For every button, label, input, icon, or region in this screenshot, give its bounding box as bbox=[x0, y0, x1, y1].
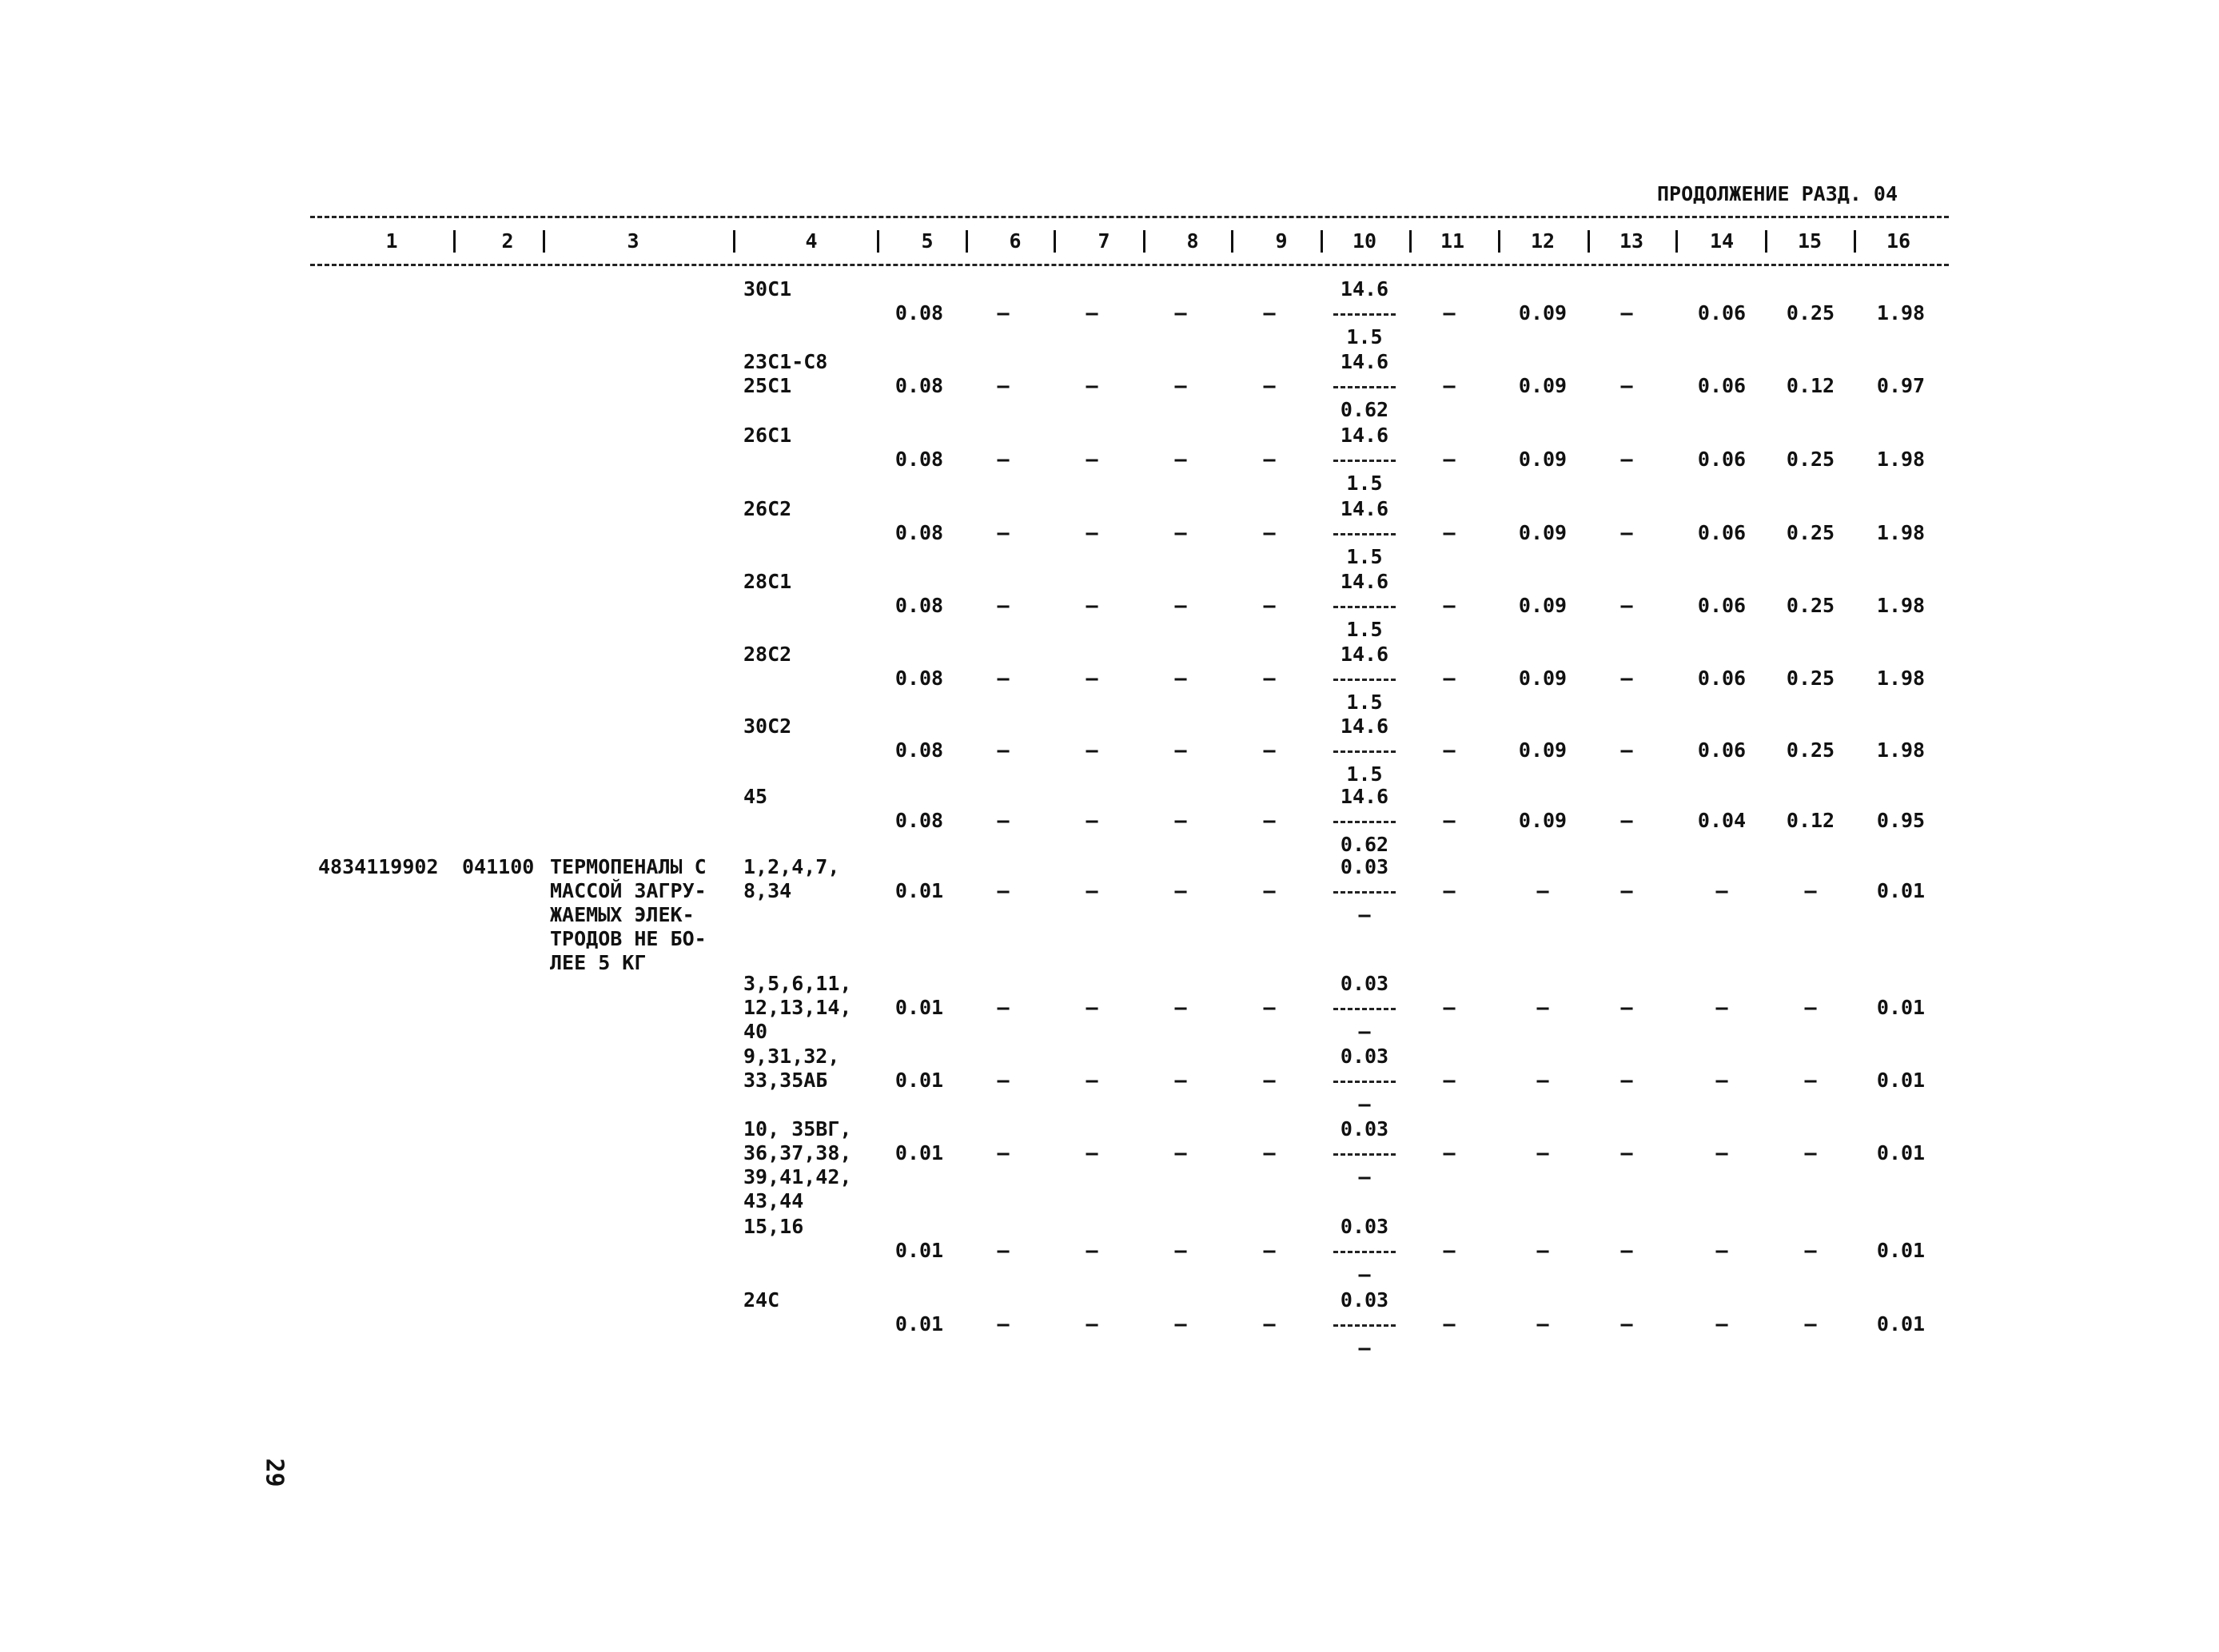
cell-c5: 0.01 bbox=[894, 1141, 944, 1164]
cell-c8: – bbox=[1174, 809, 1187, 832]
cell-c5: 0.08 bbox=[894, 738, 944, 762]
cell-c8: – bbox=[1174, 996, 1187, 1019]
cell-c12: – bbox=[1536, 1312, 1549, 1336]
cell-c16: 0.01 bbox=[1876, 879, 1926, 902]
column-separator bbox=[543, 230, 545, 253]
cell-c12: – bbox=[1536, 1141, 1549, 1164]
col-header-3: 3 bbox=[627, 229, 639, 253]
cell-c6: – bbox=[997, 1141, 1010, 1164]
cell-c7: – bbox=[1086, 448, 1098, 471]
group-code-2: 041100 bbox=[462, 855, 535, 878]
cell-c6: – bbox=[997, 1069, 1010, 1092]
fraction-denominator: – bbox=[1358, 1336, 1371, 1359]
cell-c14: – bbox=[1715, 1239, 1728, 1262]
fraction-numerator: 14.6 bbox=[1340, 715, 1389, 738]
cell-c12: 0.09 bbox=[1518, 301, 1568, 324]
cell-c15: 0.25 bbox=[1786, 521, 1835, 544]
cell-c13: – bbox=[1620, 1239, 1633, 1262]
fraction-numerator: 0.03 bbox=[1340, 1288, 1389, 1312]
cell-c9: – bbox=[1263, 738, 1276, 762]
cell-c9: – bbox=[1263, 374, 1276, 397]
cell-c6: – bbox=[997, 1312, 1010, 1336]
cell-c13: – bbox=[1620, 1312, 1633, 1336]
column-separator bbox=[1054, 230, 1056, 253]
cell-c8: – bbox=[1174, 521, 1187, 544]
cell-c14: 0.06 bbox=[1697, 301, 1747, 324]
column-separator bbox=[1765, 230, 1767, 253]
cell-c13: – bbox=[1620, 738, 1633, 762]
col-header-12: 12 bbox=[1530, 229, 1556, 253]
cell-c14: – bbox=[1715, 1069, 1728, 1092]
cell-c12: – bbox=[1536, 1239, 1549, 1262]
fraction-denominator: 1.5 bbox=[1346, 545, 1383, 568]
cell-c5: 0.01 bbox=[894, 1312, 944, 1336]
cell-c11: – bbox=[1443, 1312, 1456, 1336]
continuation-label: ПРОДОЛЖЕНИЕ РАЗД. 04 bbox=[1657, 182, 1898, 205]
cell-c8: – bbox=[1174, 448, 1187, 471]
fraction-bar bbox=[1333, 301, 1396, 325]
fraction-bar bbox=[1333, 996, 1396, 1020]
cell-c14: 0.04 bbox=[1697, 809, 1747, 832]
row-designation: 33,35АБ bbox=[743, 1069, 828, 1092]
cell-c16: 0.01 bbox=[1876, 1312, 1926, 1336]
group-name-line: ЖАЕМЫХ ЭЛЕК- bbox=[550, 903, 695, 926]
fraction-denominator: – bbox=[1358, 1263, 1371, 1286]
cell-c9: – bbox=[1263, 1069, 1276, 1092]
cell-c14: – bbox=[1715, 1141, 1728, 1164]
column-separator bbox=[1231, 230, 1233, 253]
cell-c13: – bbox=[1620, 809, 1633, 832]
fraction-numerator: 0.03 bbox=[1340, 972, 1389, 995]
cell-c5: 0.01 bbox=[894, 879, 944, 902]
row-designation: 24С bbox=[743, 1288, 780, 1312]
cell-c5: 0.01 bbox=[894, 1069, 944, 1092]
cell-c6: – bbox=[997, 738, 1010, 762]
cell-c14: 0.06 bbox=[1697, 374, 1747, 397]
fraction-bar bbox=[1333, 1069, 1396, 1093]
fraction-denominator: 1.5 bbox=[1346, 691, 1383, 714]
cell-c15: 0.12 bbox=[1786, 374, 1835, 397]
cell-c14: 0.06 bbox=[1697, 521, 1747, 544]
column-separator bbox=[733, 230, 735, 253]
fraction-bar bbox=[1333, 667, 1396, 691]
column-separator bbox=[1854, 230, 1856, 253]
fraction-denominator: 1.5 bbox=[1346, 472, 1383, 495]
cell-c6: – bbox=[997, 448, 1010, 471]
cell-c6: – bbox=[997, 667, 1010, 690]
cell-c16: 0.01 bbox=[1876, 996, 1926, 1019]
cell-c13: – bbox=[1620, 374, 1633, 397]
group-name-line: ТРОДОВ НЕ БО- bbox=[550, 927, 707, 950]
cell-c7: – bbox=[1086, 738, 1098, 762]
row-designation: 40 bbox=[743, 1020, 768, 1043]
cell-c7: – bbox=[1086, 301, 1098, 324]
cell-c11: – bbox=[1443, 809, 1456, 832]
cell-c8: – bbox=[1174, 1069, 1187, 1092]
fraction-denominator: 0.62 bbox=[1340, 833, 1389, 856]
col-header-15: 15 bbox=[1797, 229, 1823, 253]
cell-c14: 0.06 bbox=[1697, 738, 1747, 762]
cell-c15: 0.25 bbox=[1786, 448, 1835, 471]
cell-c12: 0.09 bbox=[1518, 448, 1568, 471]
fraction-denominator: 1.5 bbox=[1346, 762, 1383, 786]
cell-c9: – bbox=[1263, 594, 1276, 617]
cell-c5: 0.08 bbox=[894, 809, 944, 832]
fraction-numerator: 14.6 bbox=[1340, 785, 1389, 808]
row-designation: 39,41,42, bbox=[743, 1165, 852, 1188]
header-top-rule bbox=[310, 216, 1949, 218]
col-header-4: 4 bbox=[805, 229, 818, 253]
cell-c14: 0.06 bbox=[1697, 667, 1747, 690]
cell-c12: – bbox=[1536, 879, 1549, 902]
fraction-bar bbox=[1333, 1141, 1396, 1165]
cell-c12: 0.09 bbox=[1518, 374, 1568, 397]
fraction-numerator: 14.6 bbox=[1340, 277, 1389, 301]
group-code-1: 4834119902 bbox=[318, 855, 439, 878]
row-designation: 45 bbox=[743, 785, 768, 808]
col-header-6: 6 bbox=[1009, 229, 1022, 253]
column-separator bbox=[1321, 230, 1323, 253]
cell-c6: – bbox=[997, 594, 1010, 617]
cell-c9: – bbox=[1263, 809, 1276, 832]
row-designation: 23С1-С8 bbox=[743, 350, 828, 373]
cell-c9: – bbox=[1263, 521, 1276, 544]
column-separator bbox=[877, 230, 879, 253]
cell-c11: – bbox=[1443, 667, 1456, 690]
col-header-1: 1 bbox=[385, 229, 398, 253]
fraction-bar bbox=[1333, 1239, 1396, 1263]
fraction-denominator: – bbox=[1358, 1093, 1371, 1116]
cell-c6: – bbox=[997, 1239, 1010, 1262]
cell-c15: – bbox=[1804, 1312, 1817, 1336]
cell-c12: 0.09 bbox=[1518, 738, 1568, 762]
fraction-numerator: 14.6 bbox=[1340, 570, 1389, 593]
cell-c13: – bbox=[1620, 448, 1633, 471]
cell-c7: – bbox=[1086, 809, 1098, 832]
cell-c14: – bbox=[1715, 996, 1728, 1019]
cell-c16: 1.98 bbox=[1876, 301, 1926, 324]
cell-c9: – bbox=[1263, 1141, 1276, 1164]
cell-c16: 0.01 bbox=[1876, 1069, 1926, 1092]
cell-c5: 0.08 bbox=[894, 374, 944, 397]
cell-c11: – bbox=[1443, 738, 1456, 762]
row-designation: 26С2 bbox=[743, 497, 792, 520]
row-designation: 36,37,38, bbox=[743, 1141, 852, 1164]
fraction-denominator: – bbox=[1358, 1165, 1371, 1188]
column-separator bbox=[1143, 230, 1145, 253]
header-bottom-rule bbox=[310, 264, 1949, 266]
col-header-13: 13 bbox=[1619, 229, 1644, 253]
cell-c16: 1.98 bbox=[1876, 521, 1926, 544]
cell-c7: – bbox=[1086, 667, 1098, 690]
row-designation: 30С2 bbox=[743, 715, 792, 738]
cell-c5: 0.08 bbox=[894, 521, 944, 544]
cell-c16: 1.98 bbox=[1876, 667, 1926, 690]
row-designation: 30С1 bbox=[743, 277, 792, 301]
cell-c5: 0.08 bbox=[894, 594, 944, 617]
cell-c6: – bbox=[997, 809, 1010, 832]
fraction-denominator: – bbox=[1358, 1020, 1371, 1043]
fraction-numerator: 14.6 bbox=[1340, 643, 1389, 666]
cell-c8: – bbox=[1174, 1141, 1187, 1164]
cell-c8: – bbox=[1174, 667, 1187, 690]
row-designation: 3,5,6,11, bbox=[743, 972, 852, 995]
cell-c16: 0.95 bbox=[1876, 809, 1926, 832]
col-header-16: 16 bbox=[1886, 229, 1911, 253]
cell-c9: – bbox=[1263, 301, 1276, 324]
fraction-numerator: 14.6 bbox=[1340, 350, 1389, 373]
fraction-bar bbox=[1333, 738, 1396, 762]
cell-c5: 0.08 bbox=[894, 301, 944, 324]
cell-c11: – bbox=[1443, 448, 1456, 471]
cell-c16: 0.01 bbox=[1876, 1239, 1926, 1262]
cell-c5: 0.08 bbox=[894, 448, 944, 471]
cell-c15: 0.12 bbox=[1786, 809, 1835, 832]
cell-c9: – bbox=[1263, 448, 1276, 471]
cell-c7: – bbox=[1086, 879, 1098, 902]
cell-c14: – bbox=[1715, 879, 1728, 902]
cell-c14: 0.06 bbox=[1697, 594, 1747, 617]
cell-c6: – bbox=[997, 301, 1010, 324]
fraction-numerator: 0.03 bbox=[1340, 855, 1389, 878]
cell-c13: – bbox=[1620, 1141, 1633, 1164]
cell-c7: – bbox=[1086, 1239, 1098, 1262]
cell-c12: – bbox=[1536, 1069, 1549, 1092]
cell-c15: 0.25 bbox=[1786, 667, 1835, 690]
cell-c16: 0.01 bbox=[1876, 1141, 1926, 1164]
cell-c15: – bbox=[1804, 1239, 1817, 1262]
cell-c9: – bbox=[1263, 1312, 1276, 1336]
fraction-denominator: 0.62 bbox=[1340, 398, 1389, 421]
group-name-line: ЛЕЕ 5 КГ bbox=[550, 951, 647, 974]
row-designation: 25С1 bbox=[743, 374, 792, 397]
fraction-numerator: 0.03 bbox=[1340, 1215, 1389, 1238]
cell-c9: – bbox=[1263, 667, 1276, 690]
col-header-11: 11 bbox=[1440, 229, 1465, 253]
cell-c8: – bbox=[1174, 374, 1187, 397]
cell-c15: 0.25 bbox=[1786, 594, 1835, 617]
col-header-5: 5 bbox=[921, 229, 934, 253]
cell-c12: 0.09 bbox=[1518, 667, 1568, 690]
cell-c8: – bbox=[1174, 738, 1187, 762]
fraction-numerator: 0.03 bbox=[1340, 1045, 1389, 1068]
cell-c7: – bbox=[1086, 1141, 1098, 1164]
column-separator bbox=[1409, 230, 1412, 253]
fraction-numerator: 0.03 bbox=[1340, 1117, 1389, 1140]
cell-c15: 0.25 bbox=[1786, 301, 1835, 324]
cell-c13: – bbox=[1620, 1069, 1633, 1092]
cell-c11: – bbox=[1443, 1069, 1456, 1092]
col-header-14: 14 bbox=[1709, 229, 1735, 253]
cell-c14: 0.06 bbox=[1697, 448, 1747, 471]
cell-c15: – bbox=[1804, 996, 1817, 1019]
column-separator bbox=[1588, 230, 1590, 253]
cell-c8: – bbox=[1174, 1312, 1187, 1336]
row-designation: 28С1 bbox=[743, 570, 792, 593]
cell-c8: – bbox=[1174, 594, 1187, 617]
fraction-denominator: 1.5 bbox=[1346, 325, 1383, 348]
cell-c8: – bbox=[1174, 301, 1187, 324]
cell-c6: – bbox=[997, 879, 1010, 902]
cell-c12: 0.09 bbox=[1518, 809, 1568, 832]
cell-c11: – bbox=[1443, 521, 1456, 544]
fraction-bar bbox=[1333, 448, 1396, 472]
row-designation: 10, 35ВГ, bbox=[743, 1117, 852, 1140]
cell-c8: – bbox=[1174, 879, 1187, 902]
cell-c7: – bbox=[1086, 996, 1098, 1019]
fraction-bar bbox=[1333, 809, 1396, 833]
row-designation: 1,2,4,7, bbox=[743, 855, 840, 878]
col-header-8: 8 bbox=[1186, 229, 1199, 253]
cell-c5: 0.01 bbox=[894, 996, 944, 1019]
row-designation: 28С2 bbox=[743, 643, 792, 666]
cell-c7: – bbox=[1086, 374, 1098, 397]
row-designation: 43,44 bbox=[743, 1189, 804, 1212]
cell-c5: 0.08 bbox=[894, 667, 944, 690]
cell-c16: 1.98 bbox=[1876, 448, 1926, 471]
cell-c8: – bbox=[1174, 1239, 1187, 1262]
cell-c11: – bbox=[1443, 1239, 1456, 1262]
cell-c11: – bbox=[1443, 301, 1456, 324]
page-number: 29 bbox=[260, 1458, 289, 1487]
fraction-denominator: 1.5 bbox=[1346, 618, 1383, 641]
column-separator bbox=[1498, 230, 1500, 253]
cell-c13: – bbox=[1620, 996, 1633, 1019]
cell-c11: – bbox=[1443, 594, 1456, 617]
cell-c9: – bbox=[1263, 1239, 1276, 1262]
cell-c13: – bbox=[1620, 879, 1633, 902]
cell-c6: – bbox=[997, 996, 1010, 1019]
cell-c13: – bbox=[1620, 521, 1633, 544]
cell-c16: 1.98 bbox=[1876, 594, 1926, 617]
col-header-10: 10 bbox=[1352, 229, 1377, 253]
column-separator bbox=[1675, 230, 1678, 253]
fraction-numerator: 14.6 bbox=[1340, 424, 1389, 447]
cell-c16: 0.97 bbox=[1876, 374, 1926, 397]
group-name-line: ТЕРМОПЕНАЛЫ С bbox=[550, 855, 707, 878]
fraction-denominator: – bbox=[1358, 903, 1371, 926]
row-designation: 15,16 bbox=[743, 1215, 804, 1238]
fraction-bar bbox=[1333, 374, 1396, 398]
cell-c12: 0.09 bbox=[1518, 521, 1568, 544]
cell-c9: – bbox=[1263, 996, 1276, 1019]
cell-c13: – bbox=[1620, 594, 1633, 617]
fraction-bar bbox=[1333, 879, 1396, 903]
cell-c6: – bbox=[997, 374, 1010, 397]
row-designation: 8,34 bbox=[743, 879, 792, 902]
row-designation: 9,31,32, bbox=[743, 1045, 840, 1068]
cell-c12: 0.09 bbox=[1518, 594, 1568, 617]
cell-c7: – bbox=[1086, 1312, 1098, 1336]
cell-c9: – bbox=[1263, 879, 1276, 902]
cell-c15: – bbox=[1804, 879, 1817, 902]
cell-c15: – bbox=[1804, 1069, 1817, 1092]
cell-c7: – bbox=[1086, 521, 1098, 544]
column-separator bbox=[966, 230, 968, 253]
cell-c5: 0.01 bbox=[894, 1239, 944, 1262]
cell-c6: – bbox=[997, 521, 1010, 544]
cell-c12: – bbox=[1536, 996, 1549, 1019]
column-separator bbox=[453, 230, 456, 253]
cell-c11: – bbox=[1443, 996, 1456, 1019]
cell-c11: – bbox=[1443, 1141, 1456, 1164]
row-designation: 12,13,14, bbox=[743, 996, 852, 1019]
cell-c7: – bbox=[1086, 594, 1098, 617]
cell-c13: – bbox=[1620, 667, 1633, 690]
fraction-bar bbox=[1333, 1312, 1396, 1336]
fraction-bar bbox=[1333, 521, 1396, 545]
col-header-2: 2 bbox=[501, 229, 514, 253]
row-designation: 26С1 bbox=[743, 424, 792, 447]
cell-c15: – bbox=[1804, 1141, 1817, 1164]
cell-c15: 0.25 bbox=[1786, 738, 1835, 762]
cell-c16: 1.98 bbox=[1876, 738, 1926, 762]
cell-c11: – bbox=[1443, 879, 1456, 902]
cell-c13: – bbox=[1620, 301, 1633, 324]
fraction-bar bbox=[1333, 594, 1396, 618]
cell-c11: – bbox=[1443, 374, 1456, 397]
group-name-line: МАССОЙ ЗАГРУ- bbox=[550, 879, 707, 902]
cell-c7: – bbox=[1086, 1069, 1098, 1092]
col-header-9: 9 bbox=[1275, 229, 1288, 253]
fraction-numerator: 14.6 bbox=[1340, 497, 1389, 520]
cell-c14: – bbox=[1715, 1312, 1728, 1336]
col-header-7: 7 bbox=[1098, 229, 1110, 253]
